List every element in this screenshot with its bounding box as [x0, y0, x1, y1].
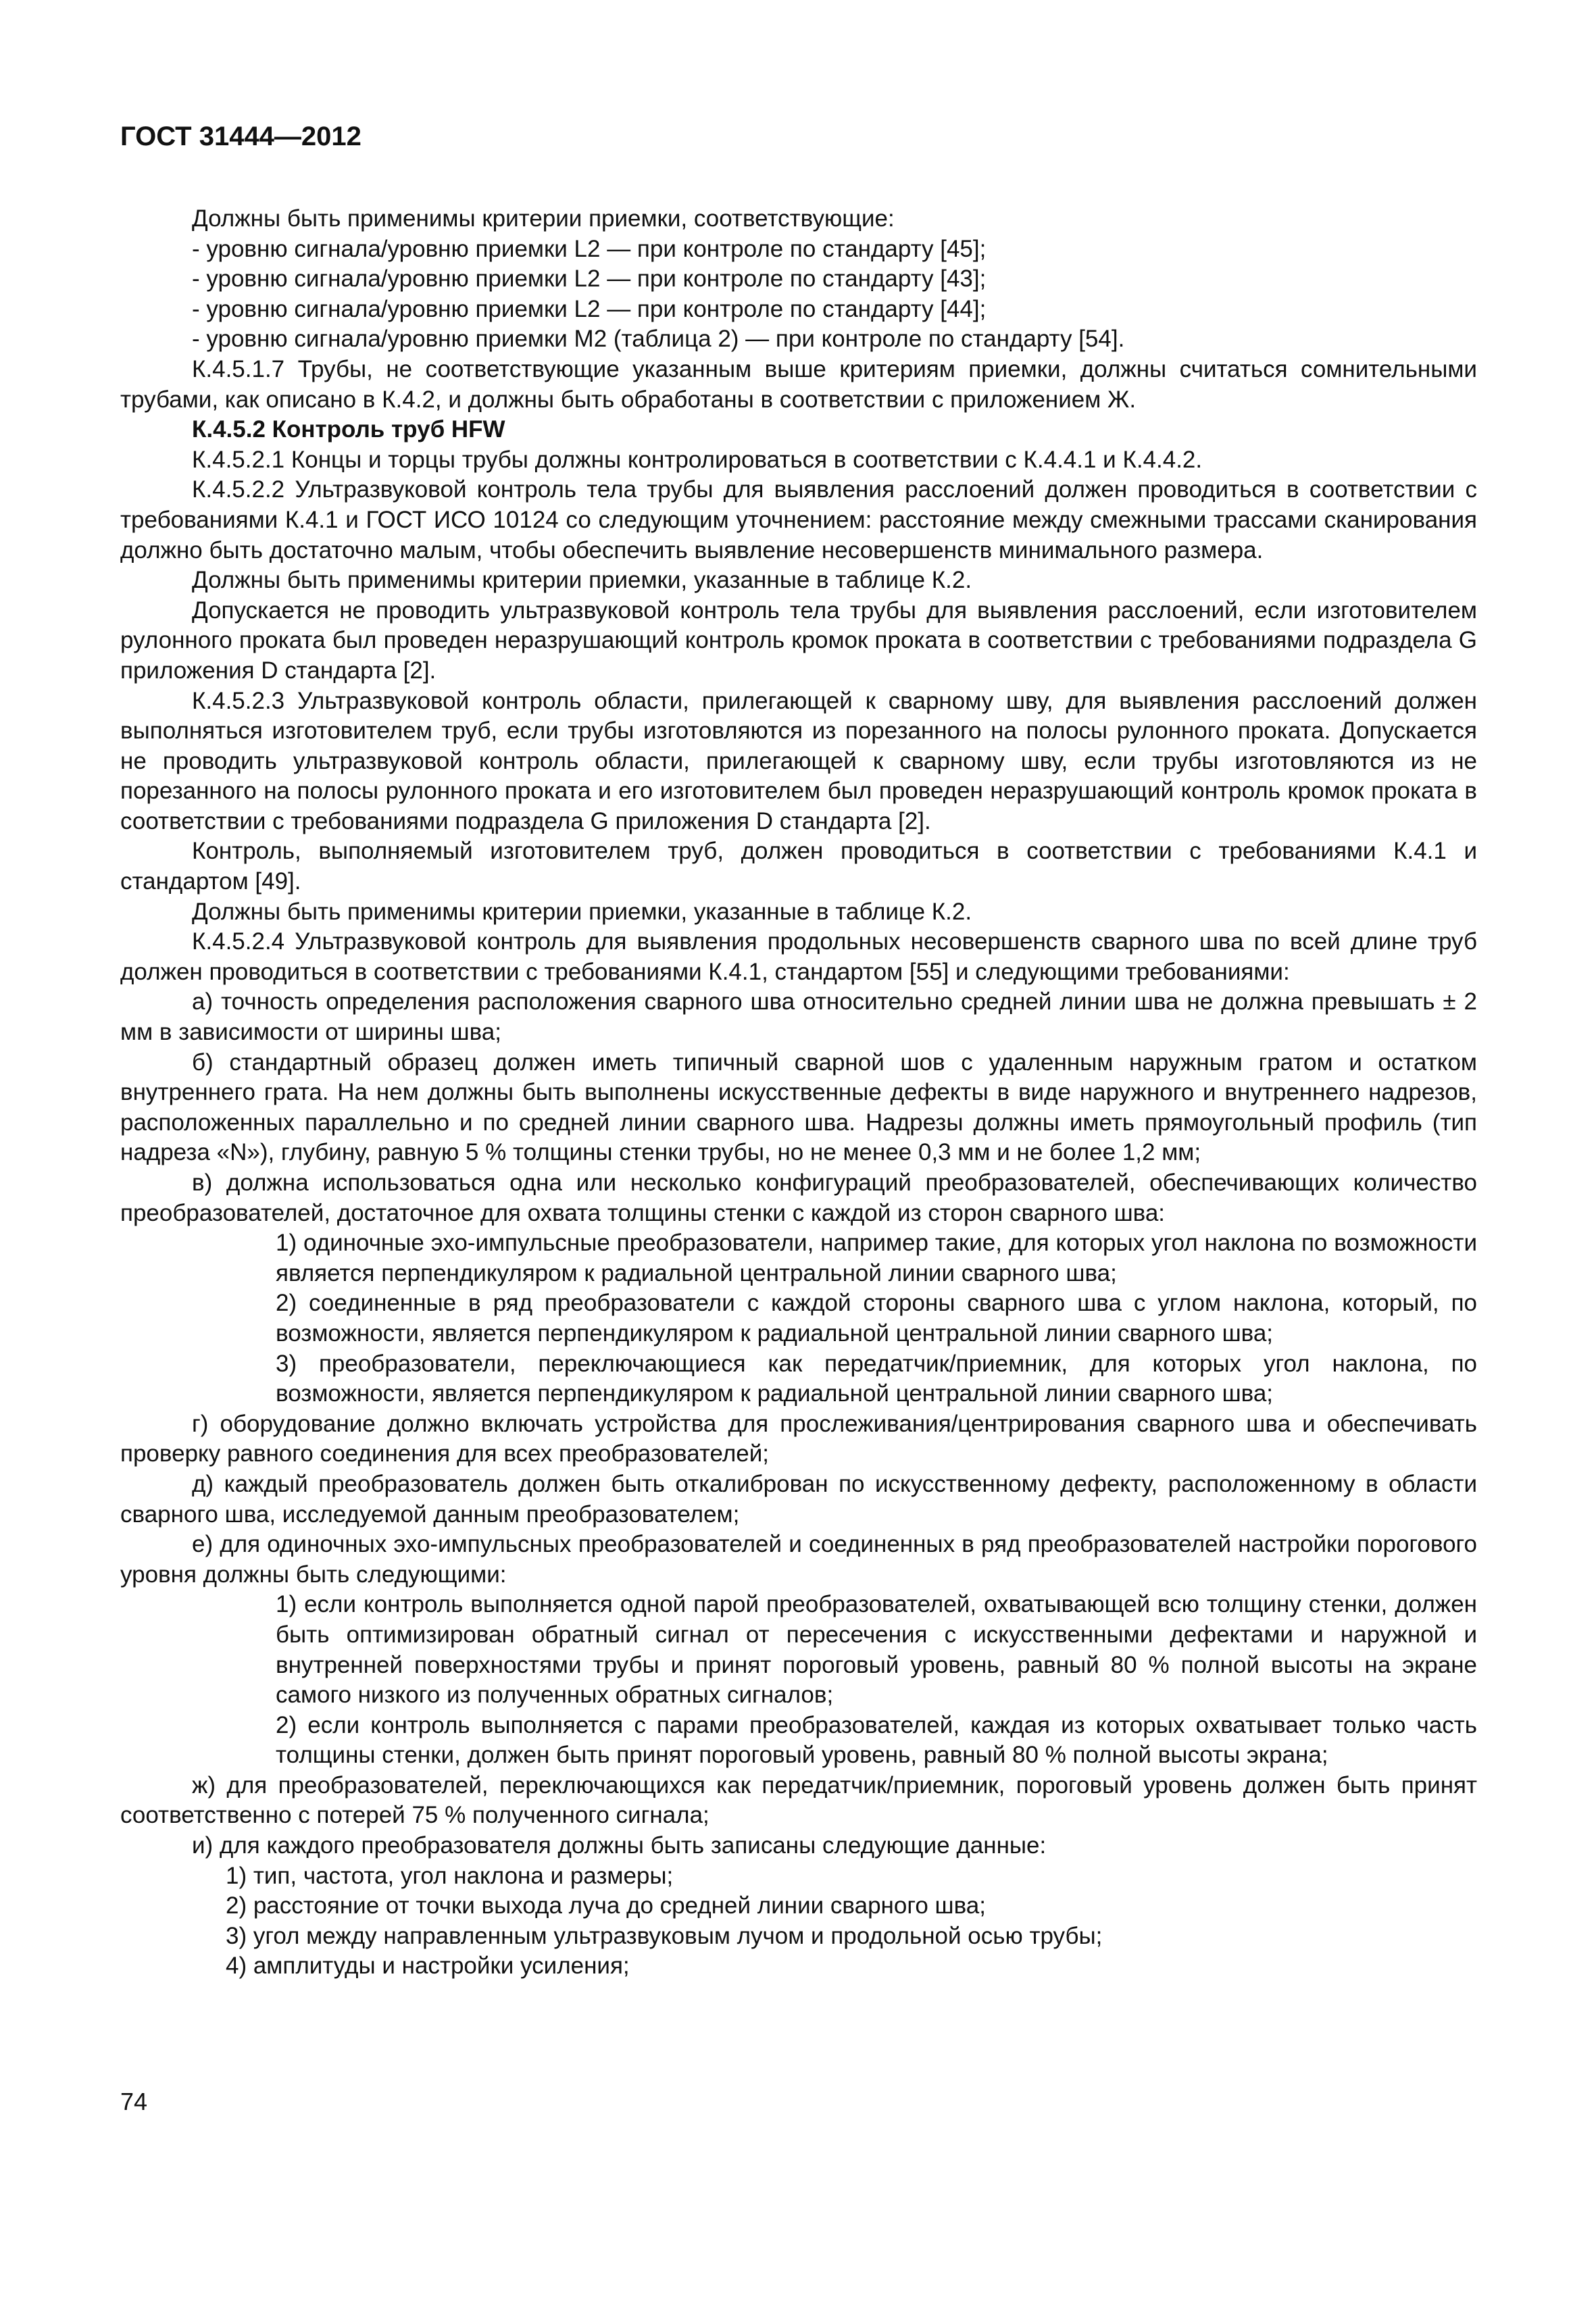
list-item: 1) одиночные эхо-импульсные преобразователи, например такие, для которых угол наклона по возможности является перпендикуляром к радиальной центральной линии сварного шва; [276, 1230, 1477, 1286]
list-item: 3) угол между направленным ультразвуковым лучом и продольной осью трубы; [226, 1922, 1103, 1949]
list-item: 3) преобразователи, переключающиеся как передатчик/приемник, для которых угол наклона, по возможности, является перпендикуляром к радиальной центральной линии сварного шва; [276, 1350, 1477, 1407]
list-item: 1) тип, частота, угол наклона и размеры; [226, 1862, 674, 1889]
paragraph: К.4.5.2.2 Ультразвуковой контроль тела трубы для выявления расслоений должен проводиться в соответствии с требованиями К.4.1 и ГОСТ ИСО 10124 со следующим уточнением: расстояние между смежными трассами сканирования должно быть достаточно малым, чтобы обеспечить выявление несовершенств минимального размера. [120, 476, 1477, 563]
paragraph: К.4.5.2.1 Концы и торцы трубы должны контролироваться в соответствии с К.4.4.1 и К.4.4.2. [192, 446, 1203, 473]
paragraph: К.4.5.2.4 Ультразвуковой контроль для выявления продольных несовершенств сварного шва по всей длине труб должен проводиться в соответствии с требованиями К.4.1, стандартом [55] и следующими требованиями: [120, 928, 1477, 985]
paragraph: Контроль, выполняемый изготовителем труб, должен проводиться в соответствии с требованиями К.4.1 и стандартом [49]. [120, 838, 1477, 895]
list-item: 4) амплитуды и настройки усиления; [226, 1953, 630, 1980]
paragraph: б) стандартный образец должен иметь типичный сварной шов с удаленным наружным гратом и остатком внутреннего грата. На нем должны быть выполнены искусственные дефекты в виде наружного и внутреннего надрезов, расположенных параллельно и по средней линии сварного шва. Надрезы должны иметь прямоугольный профиль (тип надреза «N»), глубину, равную 5 % толщины стенки трубы, но не менее 0,3 мм и не более 1,2 мм; [120, 1049, 1477, 1166]
paragraph: г) оборудование должно включать устройства для прослеживания/центрирования сварного шва и обеспечивать проверку равного соединения для всех преобразователей; [120, 1410, 1477, 1467]
paragraph: е) для одиночных эхо-импульсных преобразователей и соединенных в ряд преобразователей настройки порогового уровня должны быть следующими: [120, 1531, 1477, 1588]
list-item: 1) если контроль выполняется одной парой преобразователей, охватывающей всю толщину стенки, должен быть оптимизирован обратный сигнал от пересечения с искусственными дефектами и наружной и внутренней поверхностями трубы и принят пороговый уровень, равный 80 % полной высоты на экране самого низкого из полученных обратных сигналов; [276, 1591, 1477, 1709]
paragraph: Допускается не проводить ультразвуковой контроль тела трубы для выявления расслоений, если изготовителем рулонного проката был проведен неразрушающий контроль кромок проката в соответствии с требованиями подраздела G приложения D стандарта [2]. [120, 597, 1477, 684]
paragraph: ж) для преобразователей, переключающихся как передатчик/приемник, пороговый уровень должен быть принят соответственно с потерей 75 % полученного сигнала; [120, 1771, 1477, 1829]
paragraph: К.4.5.2.3 Ультразвуковой контроль области, прилегающей к сварному шву, для выявления расслоений должен выполняться изготовителем труб, если трубы изготовляются из порезанного на полосы рулонного проката. Допускается не проводить ультразвуковой контроль области, прилегающей к сварному шву, если трубы изготовляются из не порезанного на полосы рулонного проката и его изготовителем был проведен неразрушающий контроль кромок проката в соответствии с требованиями подраздела G приложения D стандарта [2]. [120, 687, 1477, 834]
document-header-title: ГОСТ 31444—2012 [120, 122, 361, 151]
list-item: 2) соединенные в ряд преобразователи с каждой стороны сварного шва с углом наклона, который, по возможности, является перпендикуляром к радиальной центральной линии сварного шва; [276, 1290, 1477, 1347]
paragraph: д) каждый преобразователь должен быть откалиброван по искусственному дефекту, расположенному в области сварного шва, исследуемой данным преобразователем; [120, 1470, 1477, 1528]
paragraph: - уровню сигнала/уровню приемки M2 (таблица 2) — при контроле по стандарту [54]. [192, 326, 1125, 353]
section-heading: К.4.5.2 Контроль труб HFW [192, 416, 505, 443]
list-item: 2) расстояние от точки выхода луча до средней линии сварного шва; [226, 1892, 986, 1919]
paragraph: и) для каждого преобразователя должны быть записаны следующие данные: [192, 1832, 1047, 1859]
page-number: 74 [120, 2088, 148, 2115]
paragraph: в) должна использоваться одна или несколько конфигураций преобразователей, обеспечивающих количество преобразователей, достаточное для охвата толщины стенки с каждой из сторон сварного шва: [120, 1169, 1477, 1226]
paragraph: - уровню сигнала/уровню приемки L2 — при контроле по стандарту [43]; [192, 266, 987, 293]
list-item: 2) если контроль выполняется с парами преобразователей, каждая из которых охватывает только часть толщины стенки, должен быть принят пороговый уровень, равный 80 % полной высоты экрана; [276, 1711, 1477, 1769]
paragraph: - уровню сигнала/уровню приемки L2 — при контроле по стандарту [44]; [192, 295, 987, 322]
paragraph: Должны быть применимы критерии приемки, указанные в таблице К.2. [192, 567, 972, 594]
document-body [120, 204, 1477, 1982]
paragraph: Должны быть применимы критерии приемки, указанные в таблице К.2. [192, 898, 972, 925]
paragraph: К.4.5.1.7 Трубы, не соответствующие указанным выше критериям приемки, должны считаться сомнительными трубами, как описано в К.4.2, и должны быть обработаны в соответствии с приложением Ж. [120, 355, 1477, 413]
paragraph: - уровню сигнала/уровню приемки L2 — при контроле по стандарту [45]; [192, 235, 987, 262]
paragraph: а) точность определения расположения сварного шва относительно средней линии шва не должна превышать ± 2 мм в зависимости от ширины шва; [120, 988, 1477, 1046]
paragraph: Должны быть применимы критерии приемки, соответствующие: [192, 205, 895, 232]
